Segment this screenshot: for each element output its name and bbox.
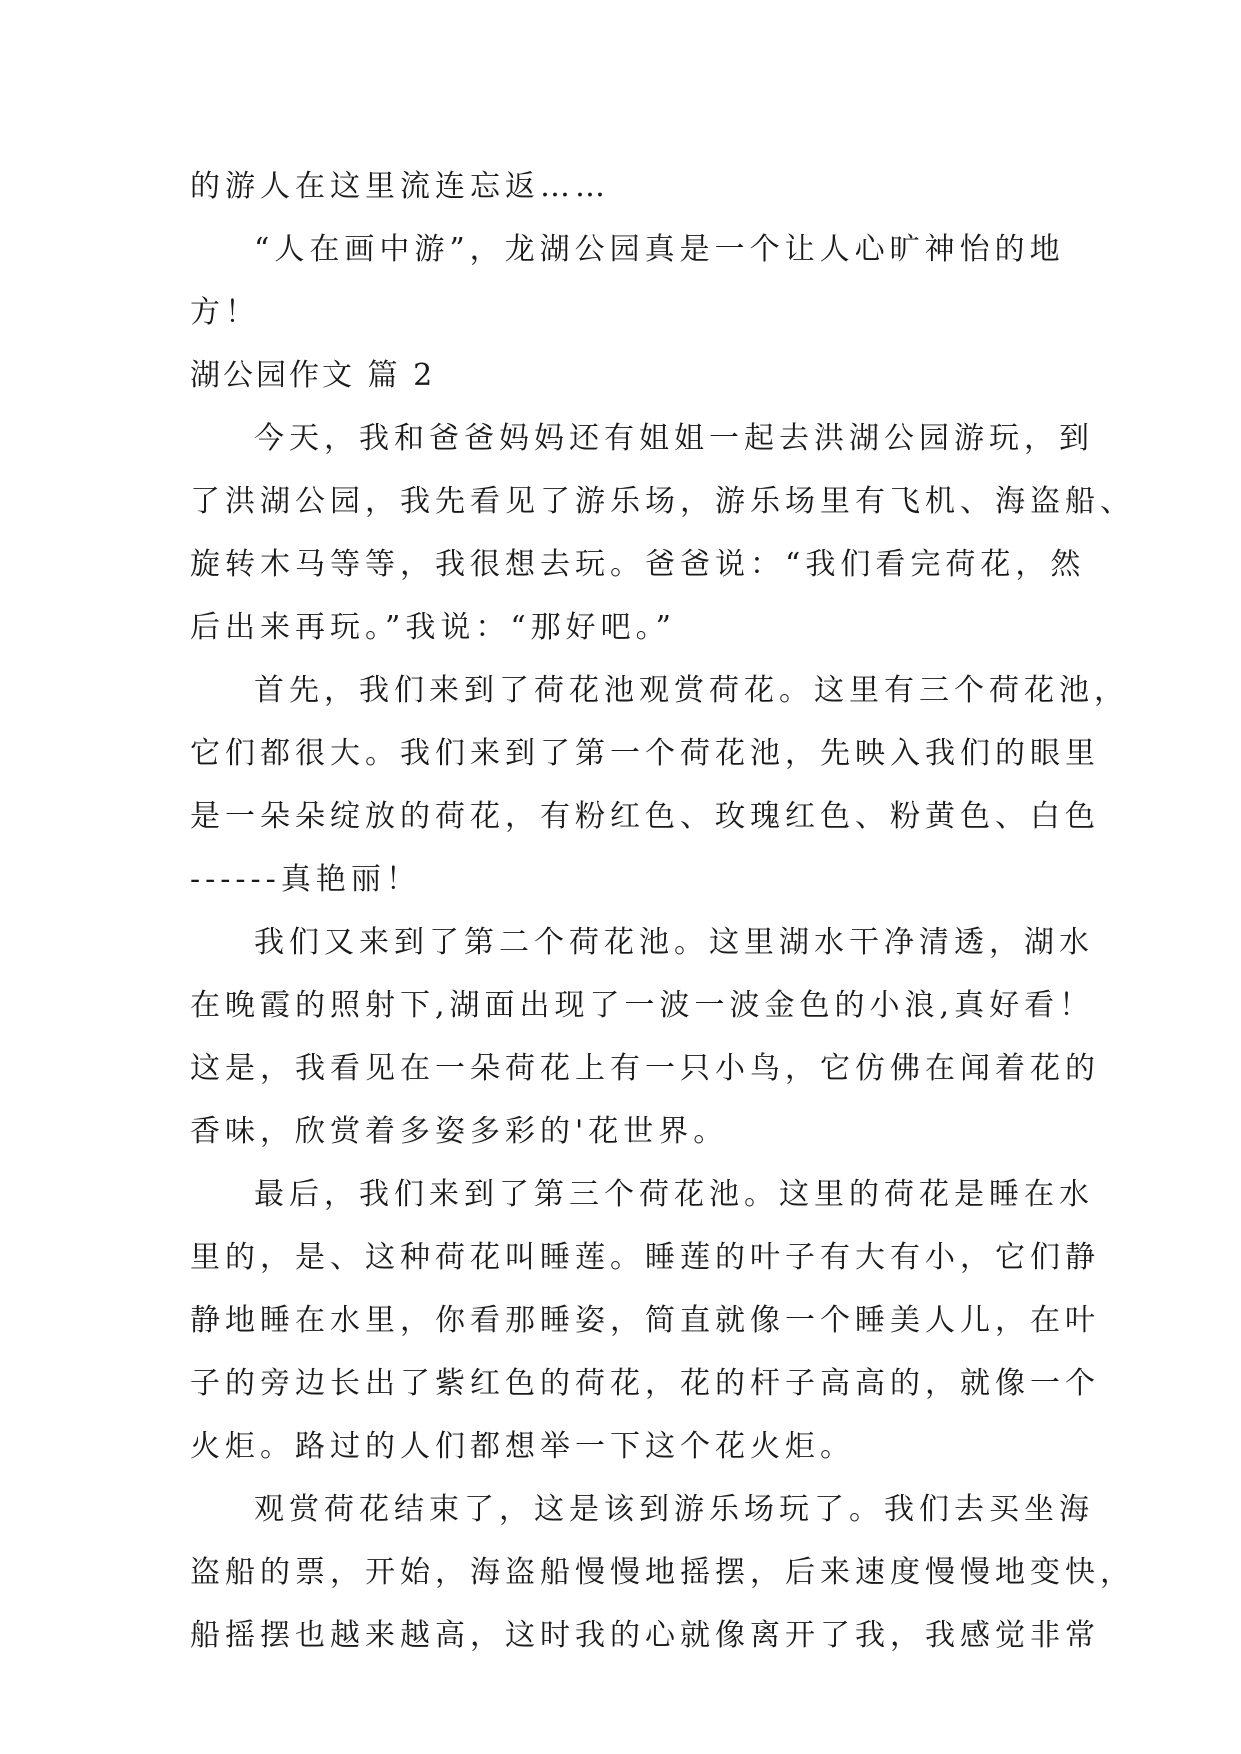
text-line: ------真艳丽！	[190, 862, 421, 897]
text-line: 观赏荷花结束了，这是该到游乐场玩了。我们去买坐海	[254, 1492, 1094, 1527]
text-line: 火炬。路过的人们都想举一下这个花火炬。	[190, 1429, 855, 1464]
text-line: 了洪湖公园，我先看见了游乐场，游乐场里有飞机、海盗船、	[190, 484, 1135, 519]
text-line: 是一朵朵绽放的荷花，有粉红色、玫瑰红色、粉黄色、白色	[190, 799, 1100, 834]
text-line: 方！	[190, 295, 260, 330]
text-line: 子的旁边长出了紫红色的荷花，花的杆子高高的，就像一个	[190, 1366, 1100, 1401]
text-line: 首先，我们来到了荷花池观赏荷花。这里有三个荷花池，	[254, 673, 1129, 708]
text-line: 我们又来到了第二个荷花池。这里湖水干净清透，湖水	[254, 925, 1094, 960]
section-heading: 湖公园作文 篇 2	[190, 358, 436, 393]
text-line: “人在画中游”，龙湖公园真是一个让人心旷神怡的地	[254, 232, 1065, 267]
text-line: 今天，我和爸爸妈妈还有姐姐一起去洪湖公园游玩，到	[254, 421, 1094, 456]
text-line: 这是，我看见在一朵荷花上有一只小鸟，它仿佛在闻着花的	[190, 1051, 1100, 1086]
text-line: 它们都很大。我们来到了第一个荷花池，先映入我们的眼里	[190, 736, 1100, 771]
text-line: 静地睡在水里，你看那睡姿，简直就像一个睡美人儿，在叶	[190, 1303, 1100, 1338]
text-line: 的游人在这里流连忘返……	[190, 169, 610, 204]
text-line: 旋转木马等等，我很想去玩。爸爸说：“我们看完荷花，然	[190, 547, 1086, 582]
text-line: 香味，欣赏着多姿多彩的'花世界。	[190, 1114, 729, 1149]
text-line: 盗船的票，开始，海盗船慢慢地摇摆，后来速度慢慢地变快，	[190, 1555, 1135, 1590]
text-line: 里的，是、这种荷花叫睡莲。睡莲的叶子有大有小，它们静	[190, 1240, 1100, 1275]
text-line: 船摇摆也越来越高，这时我的心就像离开了我，我感觉非常	[190, 1618, 1100, 1653]
text-line: 在晚霞的照射下,湖面出现了一波一波金色的小浪,真好看！	[190, 988, 1095, 1023]
text-line: 后出来再玩。”我说：“那好吧。”	[190, 610, 677, 645]
text-line: 最后，我们来到了第三个荷花池。这里的荷花是睡在水	[254, 1177, 1094, 1212]
